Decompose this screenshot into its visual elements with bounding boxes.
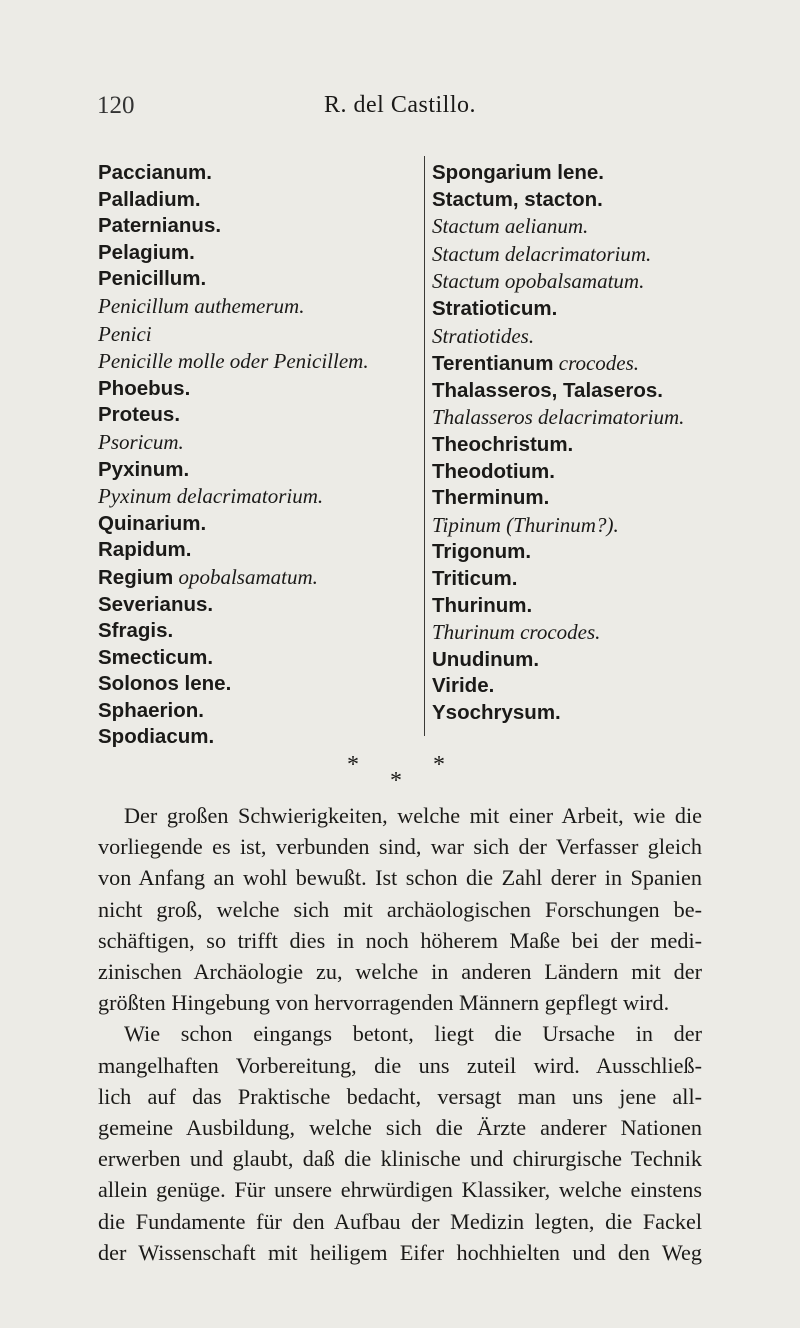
entry-text: Rapidum.	[98, 538, 192, 562]
entry-text: Stactum, stacton.	[432, 187, 603, 211]
entry-text: Solonos lene.	[98, 672, 232, 696]
entry-text: Phoebus.	[98, 376, 191, 400]
entry-text: Proteus.	[98, 403, 181, 427]
entry-text: Severianus.	[98, 592, 214, 616]
list-entry	[432, 593, 684, 620]
entry-text: Penicillum.	[98, 267, 207, 291]
text-line: der Wissenschaft mit heiligem Eifer hochhielten und den Weg	[98, 1239, 702, 1265]
list-entry	[98, 645, 369, 672]
text-line: erwerben und glaubt, daß die klinische und chirurgische Technik	[98, 1146, 702, 1172]
column-divider	[424, 156, 425, 736]
list-entry	[432, 539, 684, 566]
list-entry	[98, 511, 369, 538]
list-entry	[432, 459, 684, 486]
list-entry	[98, 187, 369, 214]
list-entry	[432, 268, 684, 296]
text-line: lich auf das Praktische bedacht, versagt man uns jene all-	[98, 1083, 702, 1109]
entry-text: Psoricum.	[98, 429, 184, 454]
body-text	[98, 800, 702, 1268]
text-line: zinischen Archäologie zu, welche in anderen Ländern mit der	[98, 959, 702, 985]
entry-text: Thurinum crocodes.	[432, 620, 601, 645]
entry-suffix: crocodes.	[553, 351, 640, 376]
list-entry	[98, 537, 369, 564]
text-line: schäftigen, so trifft dies in noch höherem Maße bei der medi-	[98, 927, 702, 953]
list-entry	[432, 566, 684, 593]
list-entry	[98, 213, 369, 240]
entry-text: Paccianum.	[98, 161, 212, 184]
list-entry	[98, 698, 369, 725]
entry-text: Unudinum.	[432, 647, 540, 671]
list-entry	[432, 700, 684, 727]
entry-text: Stactum opobalsamatum.	[432, 269, 645, 294]
text-line: gemeine Ausbildung, welche sich die Ärzte anderer Nationen	[98, 1115, 702, 1141]
list-entry	[432, 619, 684, 647]
section-separator	[0, 752, 800, 792]
list-entry	[432, 378, 684, 405]
list-entry	[98, 348, 369, 376]
list-entry	[432, 323, 684, 351]
list-entry	[98, 321, 369, 349]
entry-text: Pyxinum delacrimatorium.	[98, 484, 324, 509]
text-line: von Anfang an wohl bewußt. Ist schon die Zahl derer in Spanien	[98, 865, 702, 891]
entry-text: Penicillum authemerum.	[98, 293, 305, 318]
list-entry	[432, 350, 684, 378]
entry-text: Penici	[98, 321, 152, 346]
entry-suffix: opobalsamatum.	[173, 564, 318, 589]
entry-text: Stratiotides.	[432, 323, 535, 348]
text-line: Der großen Schwierigkeiten, welche mit einer Arbeit, wie die	[124, 803, 702, 828]
entry-text: Spongarium lene.	[432, 161, 604, 184]
list-entry	[98, 592, 369, 619]
list-entry	[98, 402, 369, 429]
list-entry	[432, 673, 684, 700]
list-entry	[98, 671, 369, 698]
list-entry	[432, 241, 684, 269]
entry-text: Theodotium.	[432, 459, 555, 483]
page-header	[97, 92, 703, 126]
entry-text: Thalasseros, Talaseros.	[432, 378, 663, 402]
entry-text: Triticum.	[432, 566, 518, 590]
entry-text: Stactum aelianum.	[432, 214, 589, 239]
text-line: die Fundamente für den Aufbau der Medizin legten, die Fackel	[98, 1208, 702, 1234]
list-entry	[432, 647, 684, 674]
list-entry	[98, 240, 369, 267]
entry-text: Spodiacum.	[98, 725, 215, 749]
asterisk: *	[347, 752, 359, 778]
entry-text: Thurinum.	[432, 593, 533, 617]
running-head: R. del Castillo.	[324, 92, 476, 118]
entry-text: Therminum.	[432, 486, 550, 510]
list-entry	[98, 160, 369, 187]
entry-text: Theochristum.	[432, 432, 574, 456]
text-line: größten Hingebung von hervorragenden Männern gepflegt wird.	[98, 990, 670, 1016]
right-column-list	[432, 160, 684, 726]
entry-text: Palladium.	[98, 187, 201, 211]
list-entry	[432, 187, 684, 214]
entry-text: Regium	[98, 565, 174, 589]
page-number: 120	[97, 92, 135, 119]
list-entry	[98, 724, 369, 751]
list-entry	[98, 483, 369, 511]
entry-text: Thalasseros delacrimatorium.	[432, 405, 685, 430]
list-entry	[98, 429, 369, 457]
list-entry	[432, 296, 684, 323]
list-entry	[432, 160, 684, 187]
list-entry	[432, 404, 684, 432]
entry-text: Stratioticum.	[432, 296, 558, 320]
list-entry	[98, 564, 369, 592]
list-entry	[432, 485, 684, 512]
list-entry	[98, 293, 369, 321]
text-line: allein genüge. Für unsere ehrwürdigen Klassiker, welche einstens	[98, 1177, 702, 1203]
left-column-list	[98, 160, 369, 751]
list-entry	[98, 376, 369, 403]
entry-text: Penicille molle oder Penicillem.	[98, 349, 369, 374]
text-line: nicht groß, welche sich mit archäologischen Forschungen be-	[98, 896, 702, 922]
entry-text: Sfragis.	[98, 619, 174, 643]
list-entry	[98, 457, 369, 484]
list-entry	[432, 512, 684, 540]
entry-text: Terentianum	[432, 352, 554, 376]
asterisk: *	[433, 752, 445, 778]
list-entry	[432, 432, 684, 459]
text-line: Wie schon eingangs betont, liegt die Ursache in der	[124, 1021, 702, 1047]
entry-text: Viride.	[432, 674, 495, 698]
entry-text: Stactum delacrimatorium.	[432, 241, 652, 266]
entry-text: Quinarium.	[98, 511, 207, 535]
entry-text: Smecticum.	[98, 645, 214, 669]
entry-text: Pelagium.	[98, 240, 195, 264]
entry-text: Trigonum.	[432, 540, 532, 564]
list-entry	[98, 266, 369, 293]
text-line: mangelhaften Vorbereitung, die uns zuteil wird. Ausschließ-	[98, 1052, 702, 1078]
list-entry	[432, 213, 684, 241]
entry-text: Tipinum (Thurinum?).	[432, 512, 619, 537]
text-line: vorliegende es ist, verbunden sind, war sich der Verfasser gleich	[98, 834, 702, 860]
entry-text: Pyxinum.	[98, 457, 190, 481]
entry-text: Sphaerion.	[98, 698, 204, 722]
entry-text: Paternianus.	[98, 214, 222, 238]
entry-text: Ysochrysum.	[432, 700, 561, 724]
list-entry	[98, 618, 369, 645]
asterisk: *	[390, 768, 402, 794]
